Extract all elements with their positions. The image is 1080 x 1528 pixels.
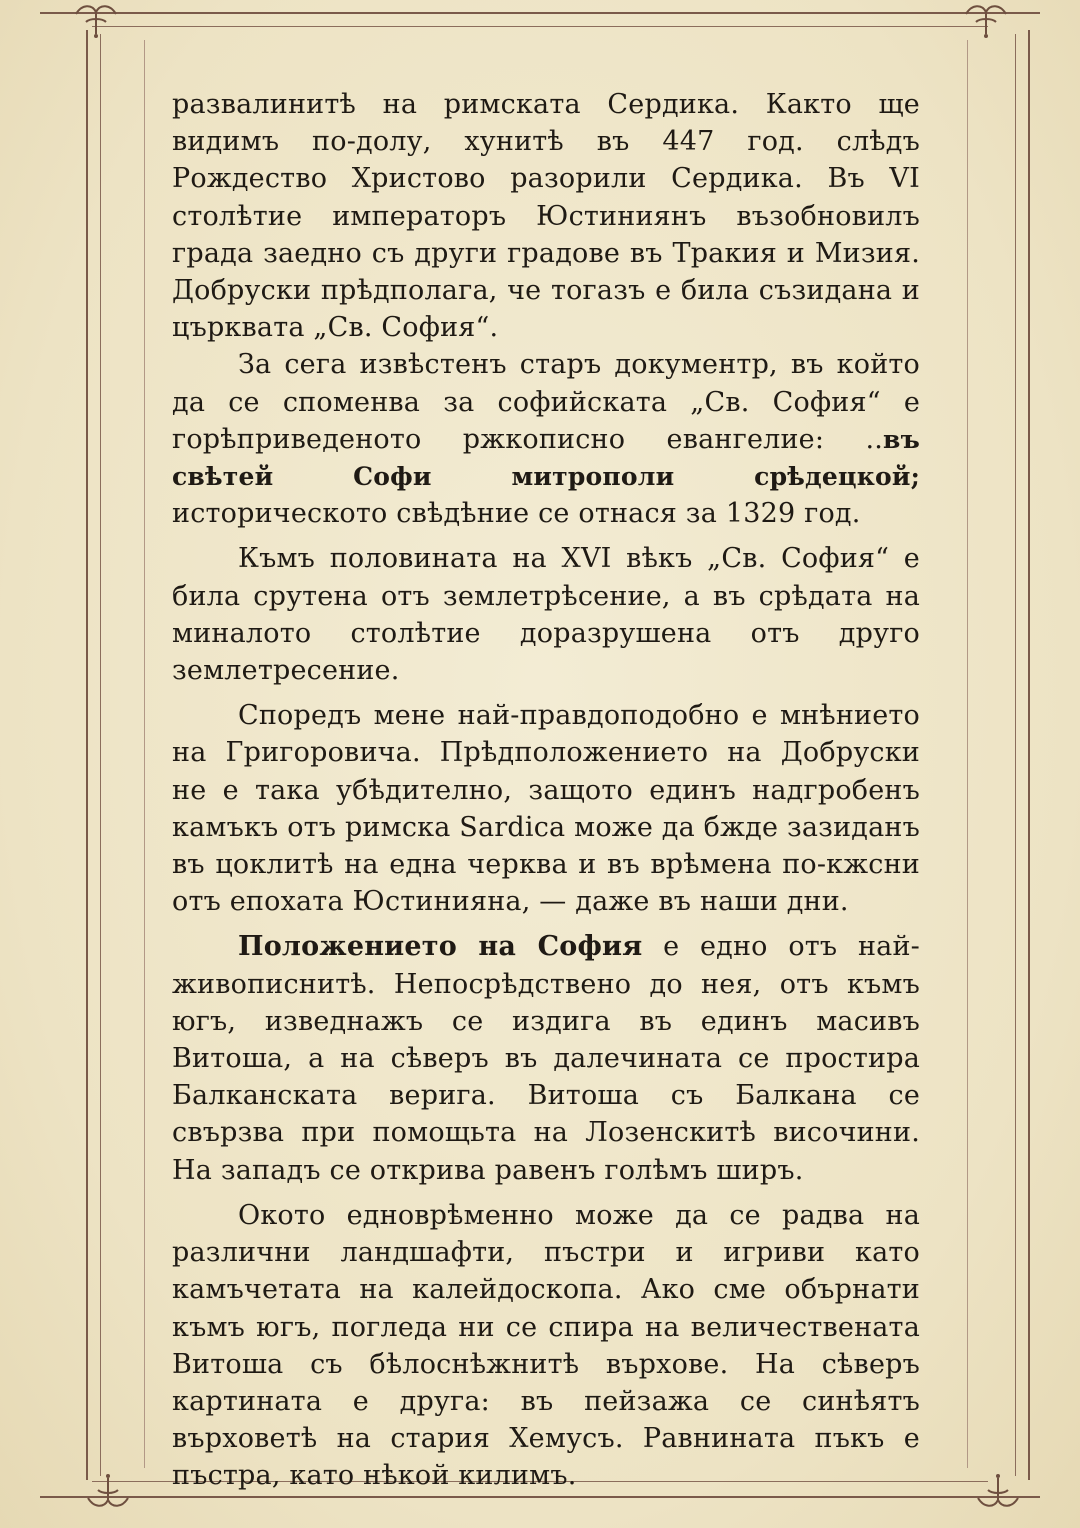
frame-outer-right [1028, 30, 1030, 1480]
frame-outer-top [40, 12, 1040, 14]
frame-left-rule [144, 40, 145, 1468]
paragraph-text: За сега извѣстенъ старъ документр, въ който да се споменва за софийската „Св. София“ е горѣприведеното ржкописно евангелие: .. [172, 349, 920, 455]
paragraph-lead: Положението на София [238, 931, 643, 963]
frame-outer-left [86, 30, 88, 1480]
paragraph-text: историческото свѣдѣние се отнася за 1329 год. [172, 498, 861, 530]
corner-ornament-icon [962, 0, 1010, 40]
frame-inner-right [1015, 34, 1016, 1476]
corner-ornament-icon [974, 1472, 1022, 1512]
body-text [172, 86, 920, 1495]
paragraph: Къмъ половината на XVI вѣкъ „Св. София“ е била срутена отъ землетрѣсение, а въ срѣдата на миналото столѣтие доразрушена отъ друго землетресение. [172, 543, 920, 687]
corner-ornament-icon [72, 0, 120, 40]
paragraph: Окото едноврѣменно може да се радва на различни ландшафти, пъстри и игриви като камъчетата на калейдоскопа. Ако сме обърнати къмъ югъ, погледа ни се спира на величествената Витоша съ бѣлоснѣжнитѣ върхове. На сѣверъ картината е друга: въ пейзажа се синѣятъ върховетѣ на стария Хемусъ. Равнината пъкъ е пъстра, като нѣкой килимъ. [172, 1199, 920, 1492]
paragraph-text: е едно отъ най-живописнитѣ. Непосрѣдствено до нея, отъ къмъ югъ, изведнажъ се издига въ единъ масивъ Витоша, а на сѣверъ въ далечината се простира Балканската верига. Витоша съ Балкана се свързва при помощьта на Лозенскитѣ височини. На западъ се открива равенъ голѣмъ ширъ. [172, 931, 920, 1186]
paragraph [172, 928, 920, 1188]
frame-inner-top [92, 26, 988, 27]
slavonic-quote: въ свѣтей Софи митрополи срѣдецкой; [172, 424, 920, 492]
paragraph: развалинитѣ на римската Сердика. Както ще видимъ по-долу, хунитѣ въ 447 год. слѣдъ Рождество Христово разорили Сердика. Въ VI столѣтие императоръ Юстиниянъ възобновилъ града заедно съ други градове въ Тракия и Мизия. Добруски прѣдполага, че тогазъ е била съзидана и църквата „Св. София“. [172, 89, 920, 344]
frame-outer-bottom [40, 1496, 1040, 1498]
frame-right-rule [967, 40, 968, 1468]
corner-ornament-icon [84, 1472, 132, 1512]
frame-inner-left [100, 34, 101, 1476]
paragraph: Споредъ мене най-правдоподобно е мнѣнието на Григоровича. Прѣдположението на Добруски не е така убѣдително, защото единъ надгробенъ камъкъ отъ римска Sardica може да бжде зазиданъ въ цоклитѣ на една черква и въ врѣмена по-кжсни отъ епохата Юстинияна, — даже въ наши дни. [172, 700, 920, 918]
paragraph [172, 346, 920, 532]
